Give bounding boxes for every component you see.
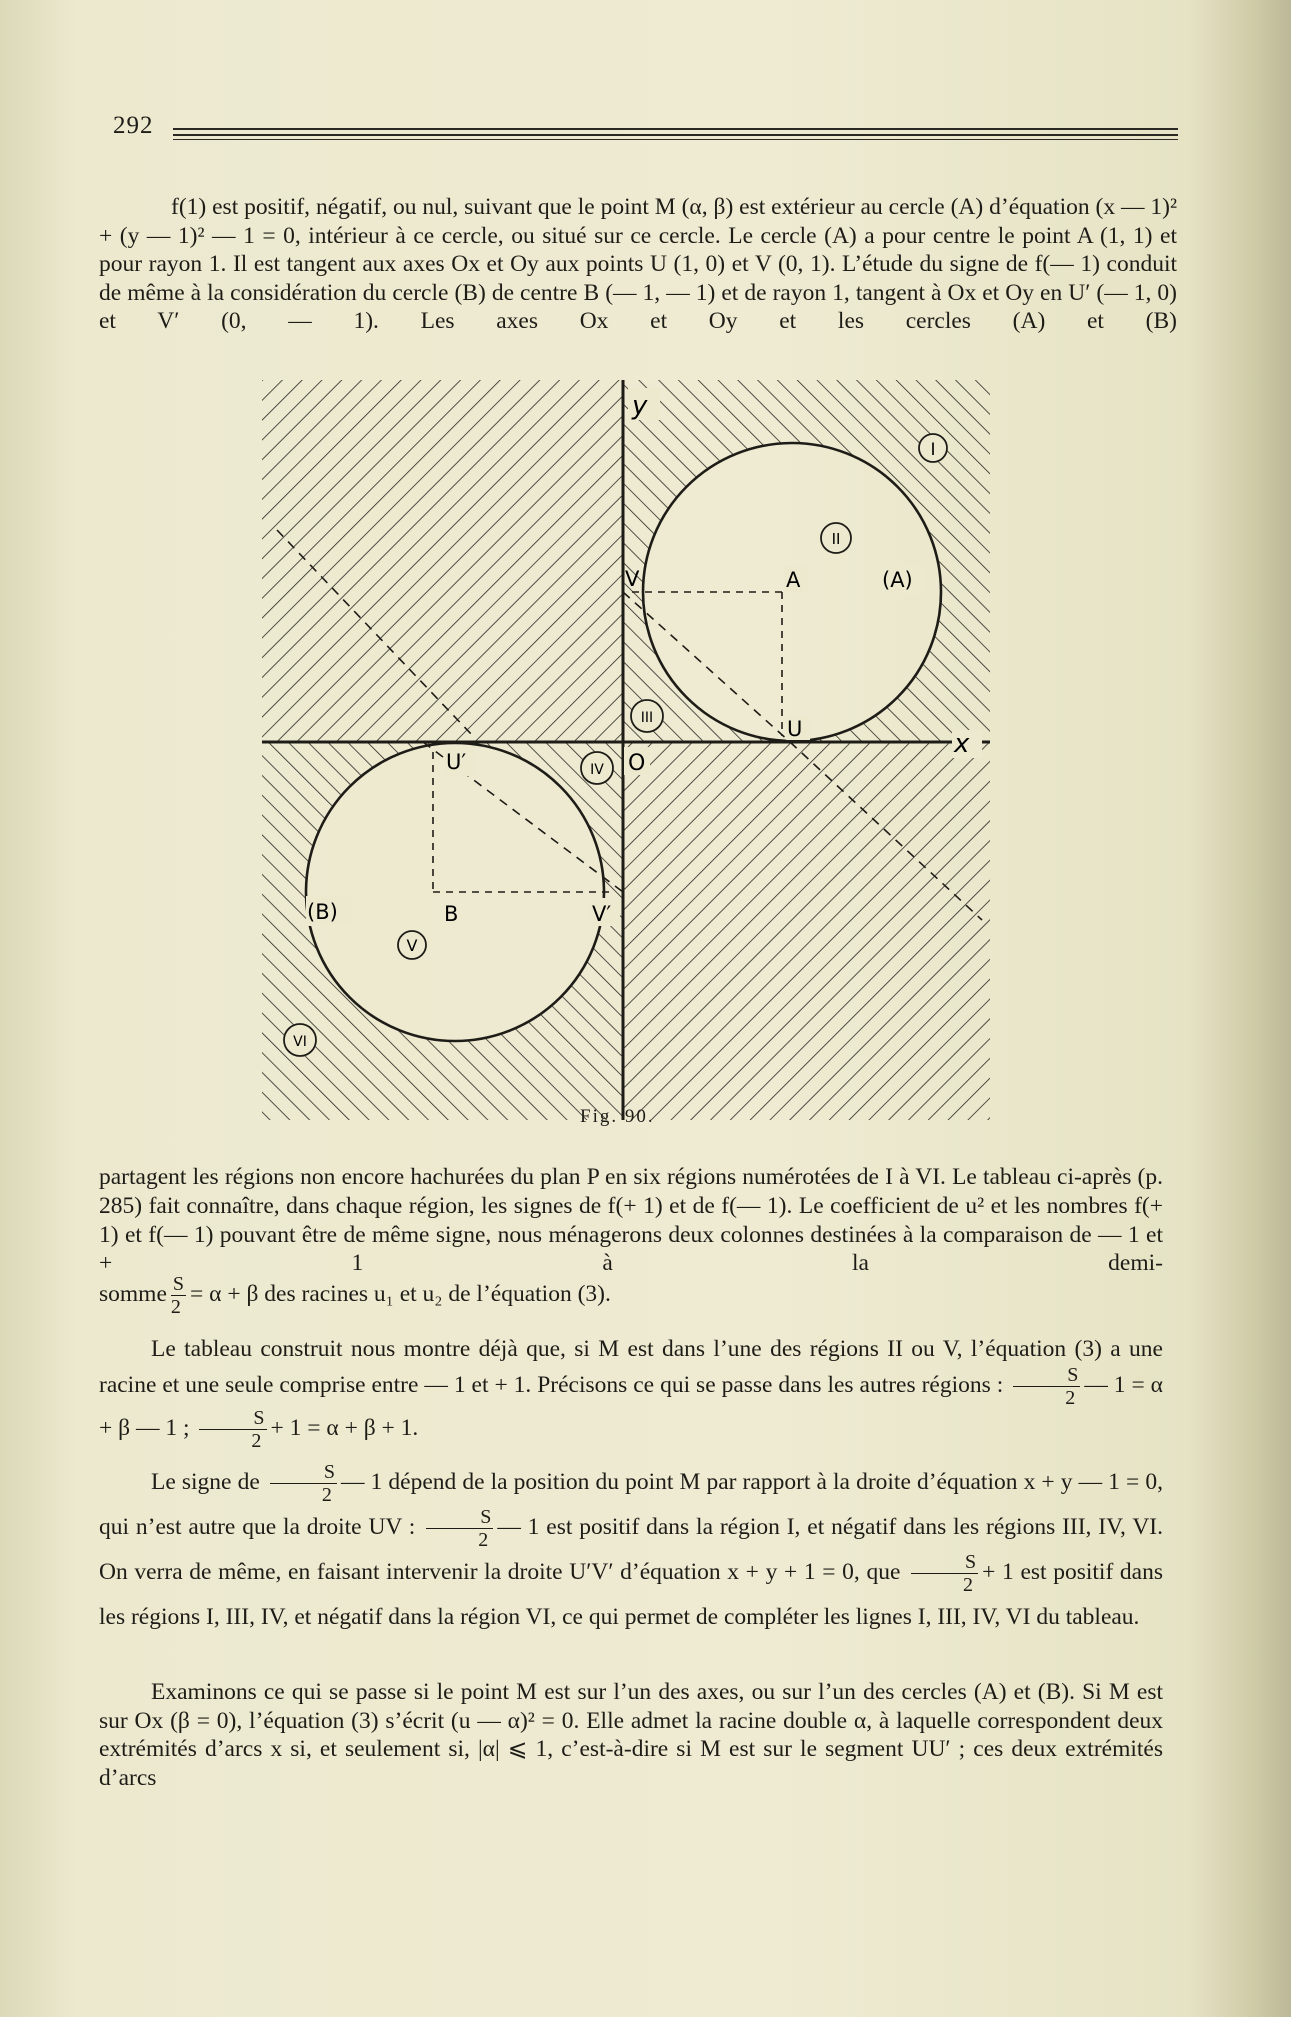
fraction-s-over-2: $\frac{S}{2}$ <box>1013 1365 1080 1408</box>
svg-text:I: I <box>930 440 936 460</box>
paragraph-regions-end: somme $\frac{S}{2}$ = α + β des racines u₁ et u₂ de l’équation (3). <box>99 1273 611 1318</box>
point-b-label: B <box>444 902 459 926</box>
fraction-s-over-2: $\frac{S}{2}$ <box>426 1507 493 1550</box>
page-header <box>113 112 1178 142</box>
svg-text:II: II <box>831 530 841 548</box>
hatched-region-q4 <box>623 742 990 1120</box>
circle-a-label: (A) <box>882 568 913 592</box>
paragraph-intro: f(1) est positif, négatif, ou nul, suivant que le point M (α, β) est extérieur au cercle (A) d’équation (x — 1)² + (y — 1)² — 1 = 0, intérieur à ce cercle, ou situé sur ce cercle. Le cercle (A) a pour centre le point A (1, 1) et pour rayon 1. Il est tangent aux axes Ox et Oy aux points U (1, 0) et V (0, 1). L’étude du signe de f(— 1) conduit de même à la considération du cercle (B) de centre B (— 1, — 1) et de rayon 1, tangent à Ox et Oy en U′ (— 1, 0) et V′ (0, — 1). Les axes Ox et Oy et les cercles (A) et (B) <box>99 194 1177 335</box>
figure-diagram <box>262 380 990 1120</box>
region-vi-marker <box>284 1024 316 1056</box>
fraction-s-over-2: $\frac{S}{2}$ <box>270 1462 337 1505</box>
region-iv-marker <box>581 752 613 784</box>
svg-text:IV: IV <box>590 762 604 778</box>
origin-label: O <box>628 751 646 776</box>
fraction-s-over-2: $\frac{S}{2}$ <box>170 1273 185 1318</box>
header-rule <box>173 134 1178 136</box>
point-a-label: A <box>786 568 801 592</box>
x-axis-label: x <box>954 729 970 759</box>
header-rule <box>173 139 1178 140</box>
hatched-region-q3 <box>262 742 623 1120</box>
paragraph-regions: partagent les régions non encore hachurées du plan P en six régions numérotées de I à VI. Le tableau ci-après (p. 285) fait connaître, dans chaque région, les signes de f(+ 1) et de f(— 1). Le coefficient de u² et les nombres f(+ 1) et f(— 1) pouvant être de même signe, nous ménagerons deux colonnes destinées à la comparaison de — 1 et + 1 à la demi- <box>99 1164 1163 1277</box>
circle-b-label: (B) <box>307 900 338 924</box>
region-iii-marker <box>631 700 663 732</box>
point-u-prime-label: U′ <box>446 750 467 774</box>
svg-text:III: III <box>640 710 654 726</box>
hatched-region-q2 <box>262 380 623 742</box>
page-number: 292 <box>113 112 154 139</box>
region-i-marker <box>919 434 947 462</box>
circle-b <box>306 743 604 1041</box>
paragraph-axes: Examinons ce qui se passe si le point M est sur l’un des axes, ou sur l’un des cercles (A) et (B). Si M est sur Ox (β = 0), l’équation (3) s’écrit (u — α)² = 0. Elle admet la racine double α, à laquelle correspondent deux extrémités d’arcs x si, et seulement si, |α| ⩽ 1, c’est-à-dire si M est sur le segment UU′ ; ces deux extrémités d’arcs <box>99 1679 1163 1791</box>
fraction-s-over-2: $\frac{S}{2}$ <box>911 1552 978 1595</box>
point-v-label: V <box>625 567 640 591</box>
fraction-s-over-2: $\frac{S}{2}$ <box>199 1408 266 1451</box>
point-u-label: U <box>787 717 803 741</box>
header-rule <box>173 128 1178 130</box>
y-axis-label: y <box>632 391 648 421</box>
point-v-prime-label: V′ <box>592 902 612 926</box>
region-ii-marker <box>821 523 851 553</box>
figure-caption: Fig. 90. <box>580 1106 655 1127</box>
paragraph-sign: Le signe de $\frac{S}{2}$ — 1 dépend de la position du point M par rapport à la droite d’équation x + y — 1 = 0, qui n’est autre que la droite UV : $\frac{S}{2}$ — 1 est positif dans la région I, et négatif dans les régions III, IV, VI. On verra de même, en faisant intervenir la droite U′V′ d’équation x + y + 1 = 0, que $\frac{S}{2}$ + 1 est positif dans les régions I, III, IV, et négatif dans la région VI, ce qui permet de compléter les lignes I, III, IV, VI du tableau. <box>99 1461 1163 1631</box>
figure-90 <box>262 380 990 1120</box>
paragraph-table: Le tableau construit nous montre déjà que, si M est dans l’une des régions II ou V, l’équation (3) a une racine et une seule comprise entre — 1 et + 1. Précisons ce qui se passe dans les autres régions : $\frac{S}{2}$ — 1 = α + β — 1 ; $\frac{S}{2}$ + 1 = α + β + 1. <box>99 1336 1163 1452</box>
svg-text:V: V <box>406 936 418 955</box>
svg-text:VI: VI <box>293 1034 307 1050</box>
region-v-marker <box>398 931 426 959</box>
